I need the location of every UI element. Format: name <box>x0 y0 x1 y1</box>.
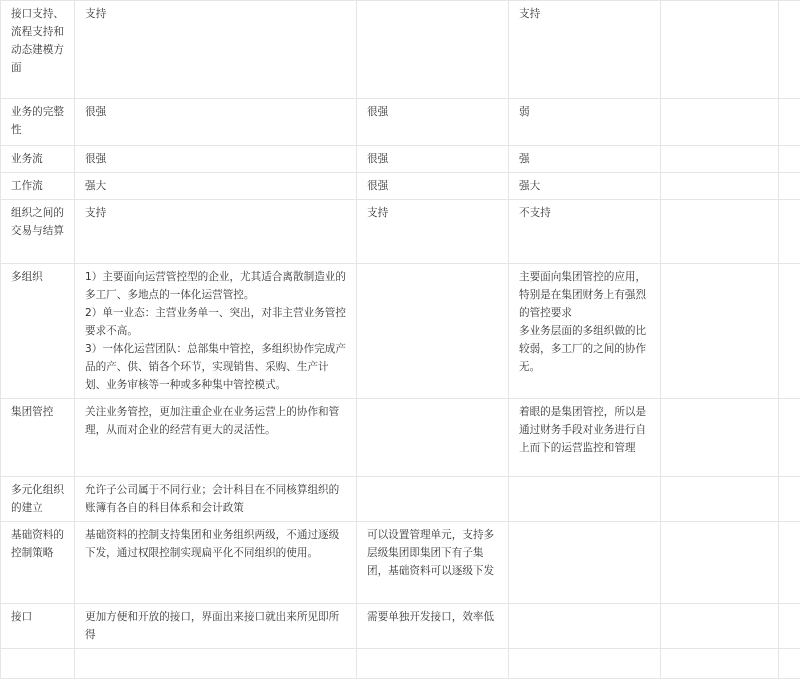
table-cell <box>661 399 779 477</box>
table-cell <box>661 200 779 264</box>
row-label <box>1 649 75 679</box>
table-cell <box>661 264 779 399</box>
table-cell: 基础资料的控制支持集团和业务组织两级，不通过逐级下发，通过权限控制实现扁平化不同组织的使用。 <box>75 522 357 604</box>
table-cell <box>779 200 800 264</box>
table-cell <box>357 399 509 477</box>
table-cell: 很强 <box>357 173 509 200</box>
table-cell <box>779 522 800 604</box>
table-cell <box>779 477 800 522</box>
row-label: 接口支持、流程支持和动态建模方面 <box>1 1 75 99</box>
table-row <box>1 477 800 522</box>
table-cell <box>779 146 800 173</box>
table-cell <box>779 173 800 200</box>
table-cell: 不支持 <box>509 200 661 264</box>
table-cell: 支持 <box>75 200 357 264</box>
table-row <box>1 399 800 477</box>
table-cell <box>357 477 509 522</box>
table-row <box>1 173 800 200</box>
row-label: 组织之间的交易与结算 <box>1 200 75 264</box>
table-cell: 可以设置管理单元，支持多层级集团即集团下有子集团，基础资料可以逐级下发 <box>357 522 509 604</box>
table-cell: 弱 <box>509 99 661 146</box>
table-cell: 关注业务管控，更加注重企业在业务运营上的协作和管理，从而对企业的经营有更大的灵活性。 <box>75 399 357 477</box>
table-cell <box>779 399 800 477</box>
table-cell: 允许子公司属于不同行业；会计科目在不同核算组织的账簿有各自的科目体系和会计政策 <box>75 477 357 522</box>
table-cell: 强大 <box>509 173 661 200</box>
table-cell <box>357 649 509 679</box>
table-cell: 强大 <box>75 173 357 200</box>
table-row <box>1 604 800 649</box>
table-cell <box>661 146 779 173</box>
table-cell: 需要单独开发接口，效率低 <box>357 604 509 649</box>
row-label: 业务的完整性 <box>1 99 75 146</box>
row-label: 接口 <box>1 604 75 649</box>
table-cell: 很强 <box>357 99 509 146</box>
table-cell: 很强 <box>357 146 509 173</box>
table-cell <box>661 604 779 649</box>
row-label: 集团管控 <box>1 399 75 477</box>
table-cell <box>661 1 779 99</box>
row-label: 工作流 <box>1 173 75 200</box>
table-cell: 很强 <box>75 146 357 173</box>
table-cell: 支持 <box>357 200 509 264</box>
table-cell <box>779 649 800 679</box>
table-cell: 主要面向集团管控的应用，特别是在集团财务上有强烈的管控要求 多业务层面的多组织做的比较弱，多工厂的之间的协作无。 <box>509 264 661 399</box>
table-cell <box>661 522 779 604</box>
table-cell: 支持 <box>509 1 661 99</box>
table-row <box>1 200 800 264</box>
table-cell <box>779 604 800 649</box>
table-cell <box>75 649 357 679</box>
table-cell <box>357 264 509 399</box>
table-row <box>1 264 800 399</box>
table-cell: 1）主要面向运营管控型的企业，尤其适合离散制造业的多工厂、多地点的一体化运营管控。 2）单一业态：主营业务单一、突出，对非主营业务管控要求不高。 3）一体化运营团队：总部集中管控，多组织协作完成产品的产、供、销各个环节，实现销售、采购、生产计划、业务审核等一种或多种集中管控模式。 <box>75 264 357 399</box>
table-cell: 支持 <box>75 1 357 99</box>
table-cell <box>509 604 661 649</box>
table-cell <box>509 522 661 604</box>
table-cell: 更加方便和开放的接口，界面出来接口就出来所见即所得 <box>75 604 357 649</box>
table-row <box>1 649 800 679</box>
table-cell: 着眼的是集团管控，所以是通过财务手段对业务进行自上而下的运营监控和管理 <box>509 399 661 477</box>
table-row <box>1 146 800 173</box>
table-cell <box>661 649 779 679</box>
table-cell: 很强 <box>75 99 357 146</box>
row-label: 多组织 <box>1 264 75 399</box>
table-cell <box>661 99 779 146</box>
row-label: 基础资料的控制策略 <box>1 522 75 604</box>
table-cell <box>509 649 661 679</box>
table-cell <box>509 477 661 522</box>
table-cell <box>779 99 800 146</box>
table-cell <box>357 1 509 99</box>
table-cell: 强 <box>509 146 661 173</box>
table-cell <box>661 477 779 522</box>
table-row <box>1 522 800 604</box>
table-cell <box>779 264 800 399</box>
table-cell <box>661 173 779 200</box>
table-cell <box>779 1 800 99</box>
table-row <box>1 99 800 146</box>
table-row <box>1 1 800 99</box>
row-label: 多元化组织的建立 <box>1 477 75 522</box>
row-label: 业务流 <box>1 146 75 173</box>
